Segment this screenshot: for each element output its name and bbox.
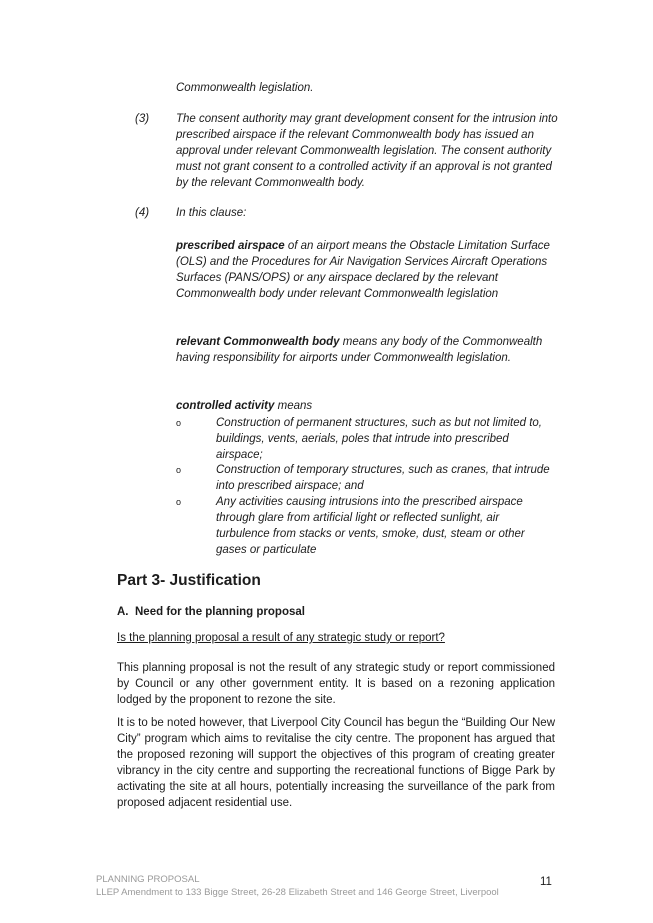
section-letter: A. (117, 606, 129, 618)
clause-4 (135, 205, 565, 221)
carryover-text: Commonwealth legislation. (176, 82, 314, 94)
footer-subtitle: LLEP Amendment to 133 Bigge Street, 26-28 Elizabeth Street and 146 George Street, Liverpool (96, 887, 499, 898)
bullet-text: Construction of temporary structures, such as cranes, that intrude into prescribed airspace; and (216, 464, 550, 492)
clause-text: In this clause: (176, 207, 247, 219)
definition-text: of an airport means the Obstacle Limitation Surface (OLS) and the Procedures for Air Navigation Services Aircraft Operations Surfaces (PANS/OPS) or any airspace declared by the relevant Commonwealth body under relevant Commonwealth legislation (176, 240, 550, 300)
clause-number: (3) (135, 113, 150, 125)
page-number: 11 (540, 876, 552, 888)
definition-term: relevant Commonwealth body (176, 336, 340, 348)
definition-relevant-commonwealth-body (176, 334, 561, 366)
definition-prescribed-airspace (176, 238, 561, 302)
bullet-marker: o (176, 465, 182, 475)
bullet-marker: o (176, 497, 182, 507)
definition-controlled-activity (176, 398, 561, 414)
bullet-marker: o (176, 418, 182, 428)
clause-number: (4) (135, 207, 150, 219)
paragraph: It is to be noted however, that Liverpool City Council has begun the “Building Our New City” program which aims to revitalise the city centre. The proponent has argued that the proposed rezoning will support the objectives of this program of creating greater vibrancy in the city centre and supporting the recreational functions of Bigge Park by activating the site at all hours, potentially increasing the surveillance of the park from proposed adjacent residential use. (117, 717, 555, 809)
page-footer (96, 873, 556, 899)
definition-term: controlled activity (176, 400, 275, 412)
definition-text: means any body of the Commonwealth having responsibility for airports under Commonwealth legislation. (176, 336, 543, 364)
list-item (176, 415, 556, 463)
paragraph: This planning proposal is not the result of any strategic study or report commissioned by Council or any other government entity. It is based on a rezoning application lodged by the proponent to rezone the site. (117, 662, 555, 706)
clause-3 (135, 111, 565, 193)
section-title: Need for the planning proposal (135, 606, 305, 618)
definition-term: prescribed airspace (176, 240, 285, 252)
bullet-text: Construction of permanent structures, such as but not limited to, buildings, vents, aerials, poles that intrude into prescribed airspace; (216, 417, 542, 461)
section-heading (117, 604, 305, 620)
clause-text: The consent authority may grant development consent for the intrusion into prescribed airspace if the relevant Commonwealth body has issued an approval under relevant Commonwealth legislation. The consent authority must not grant consent to a controlled activity if an approval is not granted by the relevant Commonwealth body. (176, 113, 558, 189)
definition-text: means (274, 400, 313, 412)
list-item (176, 462, 556, 494)
question-heading: Is the planning proposal a result of any strategic study or report? (117, 632, 445, 644)
list-item (176, 494, 556, 558)
footer-title: PLANNING PROPOSAL (96, 874, 200, 885)
part-title: Part 3- Justification (117, 572, 261, 589)
bullet-text: Any activities causing intrusions into the prescribed airspace through glare from artificial light or reflected sunlight, air turbulence from stacks or vents, smoke, dust, steam or other gases or particulate (216, 496, 525, 556)
